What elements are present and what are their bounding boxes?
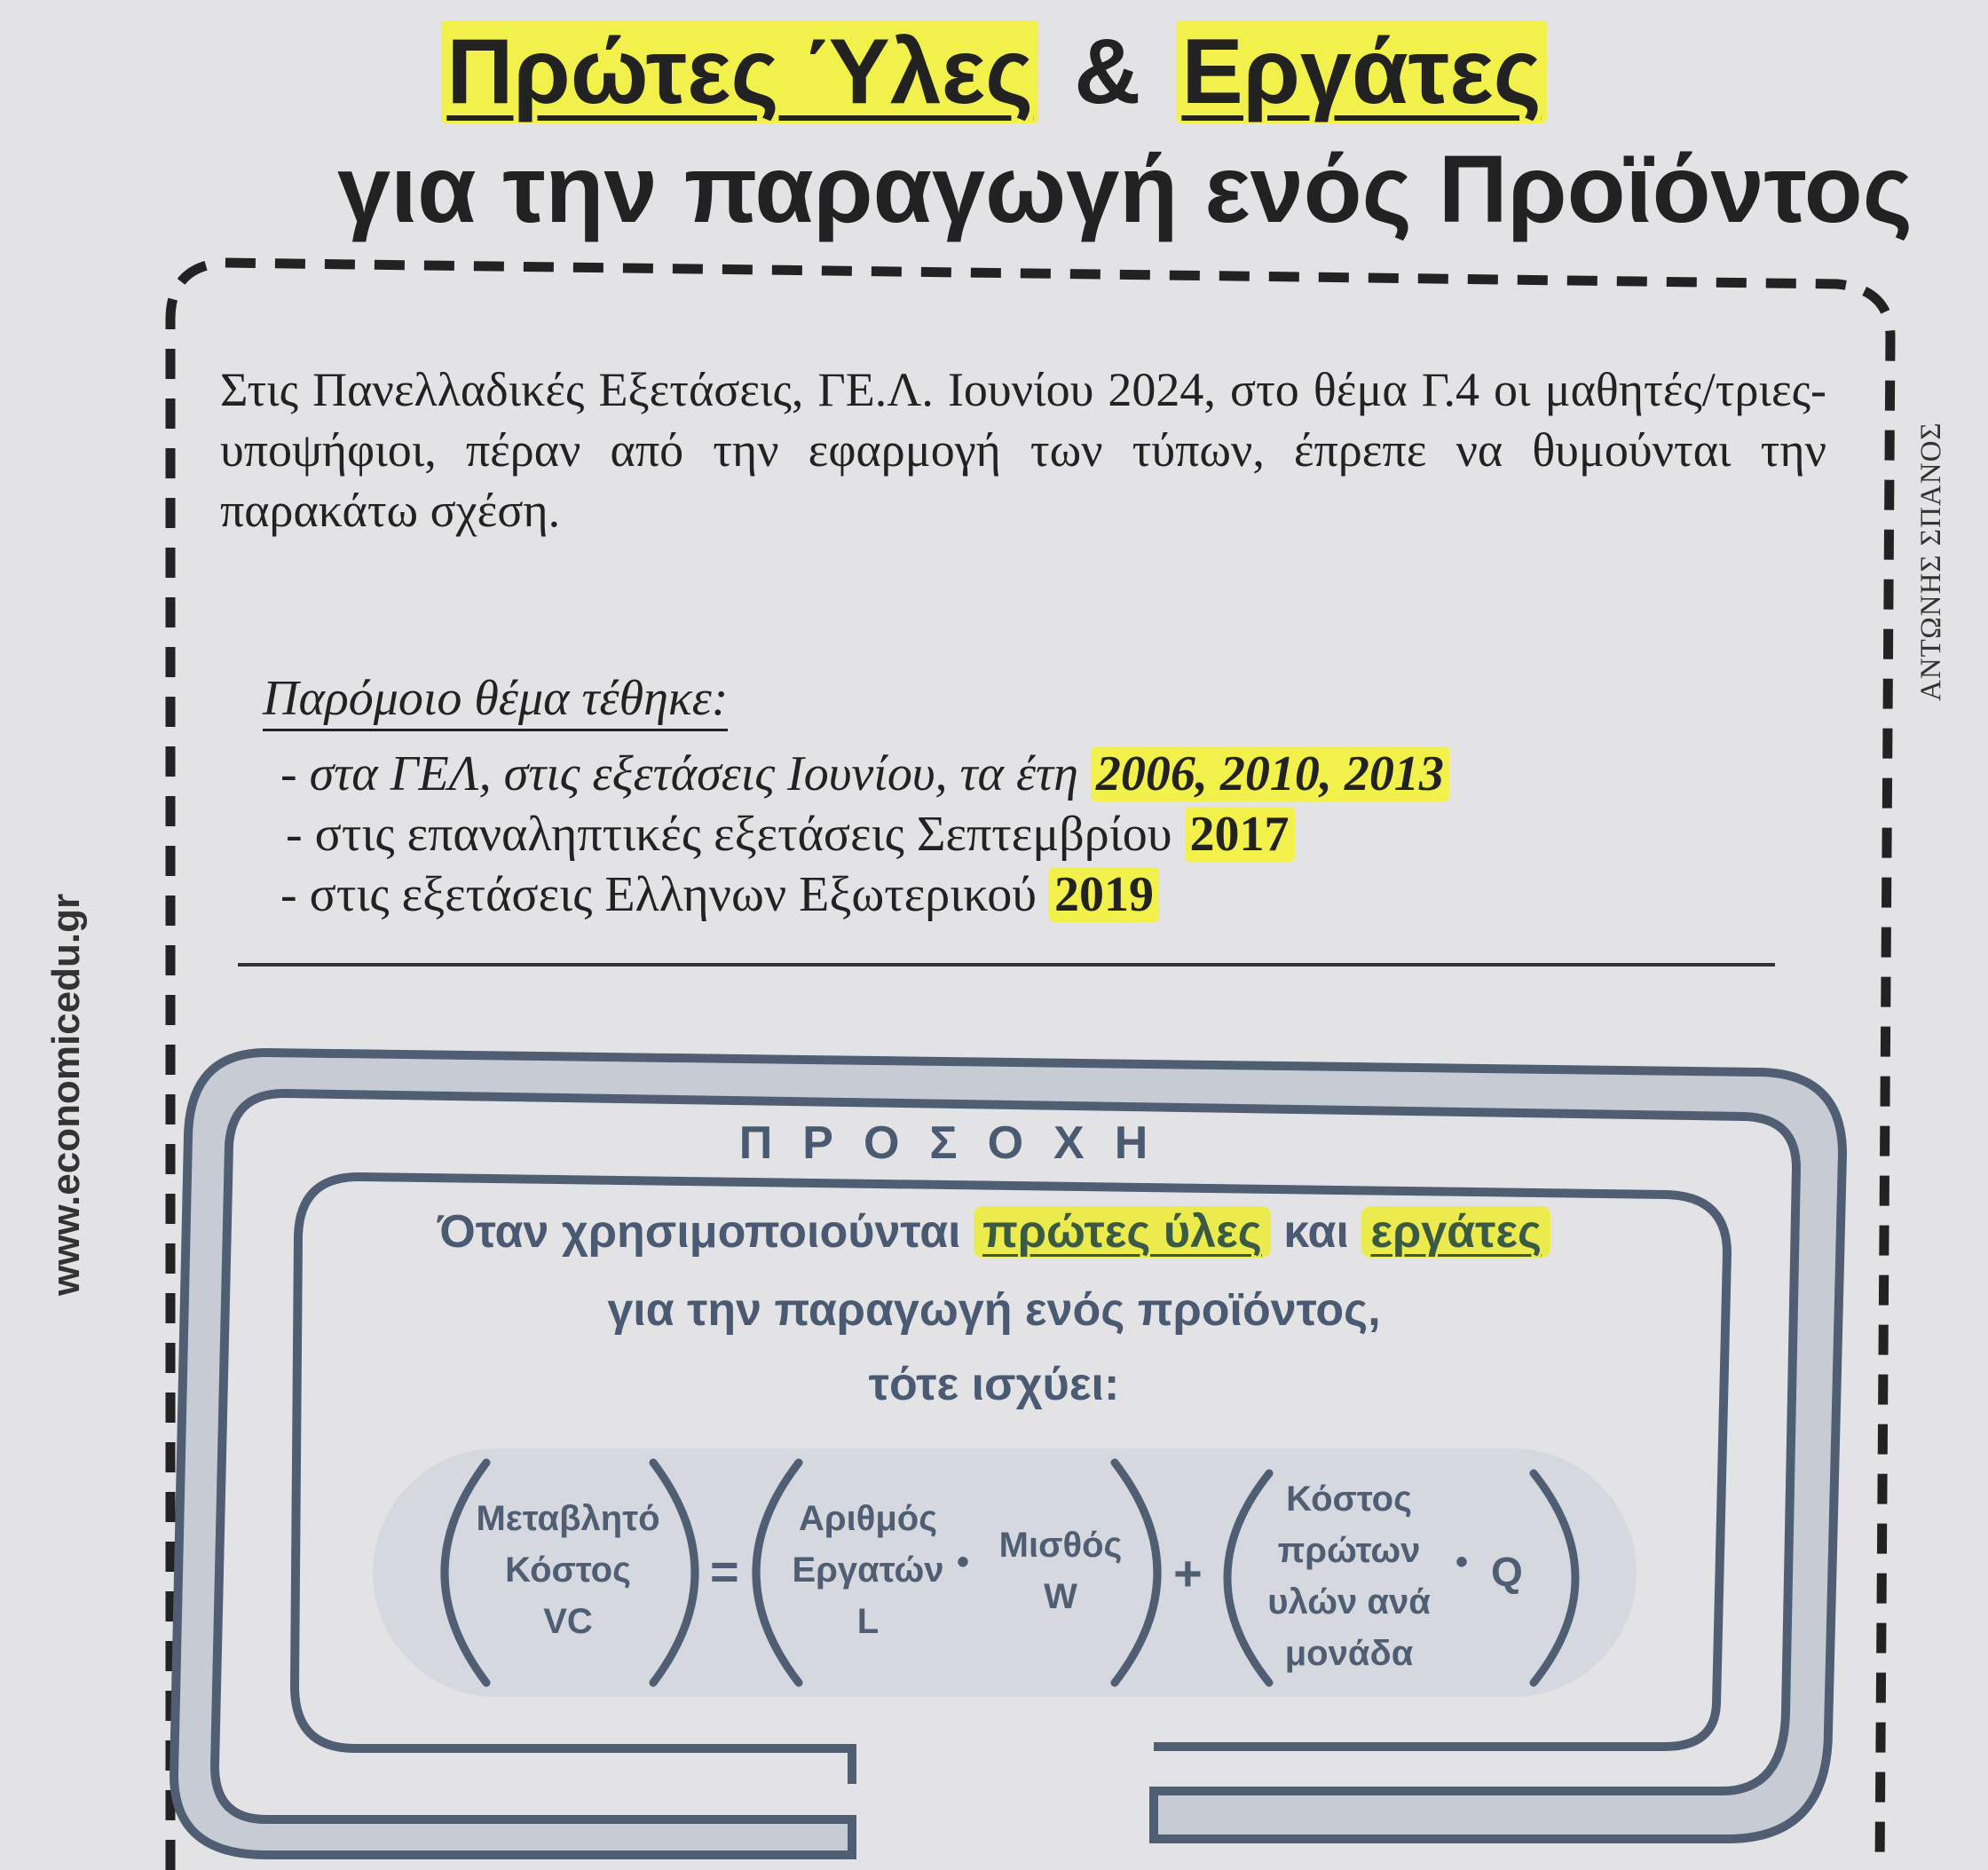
- formula-workers-line1: Αριθμός: [798, 1499, 938, 1538]
- formula-dot-2: •: [1456, 1543, 1469, 1582]
- similar-item-2-year: 2017: [1185, 807, 1295, 862]
- similar-item-1-text: - στα ΓΕΛ, στις εξετάσεις Ιουνίου, τα έτη: [280, 746, 1078, 801]
- similar-item-3-text: - στις εξετάσεις Ελληνων Εξωτερικού: [280, 867, 1037, 922]
- title-ampersand: &: [1074, 20, 1141, 123]
- formula-material-line2: πρώτων: [1277, 1531, 1421, 1570]
- formula-q: Q: [1491, 1549, 1523, 1595]
- formula-material-line3: υλών ανά: [1267, 1582, 1431, 1621]
- similar-item-3-year: 2019: [1049, 867, 1159, 922]
- formula-vc-line3: VC: [543, 1602, 593, 1641]
- intro-paragraph: Στις Πανελλαδικές Εξετάσεις, ΓΕ.Λ. Ιουνίου 2024, στο θέμα Γ.4 οι μαθητές/τριες- υποψήφιοι, πέραν από την εφαρμογή των τύπων, έπρεπε να θυμούνται την παρακάτω σχέση.: [220, 363, 1826, 537]
- attention-line-2: για την παραγωγή ενός προϊόντος,: [607, 1284, 1381, 1336]
- formula-workers-line3: L: [856, 1602, 880, 1641]
- formula-vc: [454, 1493, 682, 1647]
- formula-wage-line2: W: [1044, 1577, 1077, 1616]
- attention-raw-materials: πρώτες ύλες: [974, 1206, 1271, 1258]
- attention-title-text: ΠΡΟΣΟΧΗ: [738, 1117, 1179, 1169]
- formula-wage: [985, 1519, 1136, 1622]
- attention-workers: εργάτες: [1361, 1206, 1550, 1258]
- similar-heading: Παρόμοιο θέμα τέθηκε:: [263, 670, 728, 731]
- formula-material-line4: μονάδα: [1284, 1634, 1414, 1673]
- attention-line-1-and: και: [1283, 1206, 1349, 1258]
- title-line2: για την παραγωγή ενός Προϊόντος: [337, 135, 1913, 242]
- author-name: ΑΝΤΩΝΗΣ ΣΠΑΝΟΣ: [1915, 422, 1947, 701]
- formula-workers: [772, 1493, 964, 1647]
- bracket-material-right: [1534, 1473, 1575, 1683]
- similar-item-2-text: - στις επαναληπτικές εξετάσεις Σεπτεμβρίου: [286, 807, 1172, 862]
- formula-vc-line2: Κόστος: [505, 1550, 631, 1590]
- attention-line-3: τότε ισχύει:: [868, 1359, 1120, 1410]
- formula-plus: +: [1173, 1545, 1203, 1601]
- formula-vc-line1: Μεταβλητό: [476, 1499, 660, 1538]
- formula-dot-1: •: [957, 1543, 970, 1582]
- website-url: www.economicedu.gr: [44, 893, 88, 1296]
- formula-material-cost: [1251, 1473, 1447, 1679]
- formula-wage-line1: Μισθός: [998, 1526, 1123, 1565]
- similar-item-1-years: 2006, 2010, 2013: [1091, 746, 1449, 801]
- attention-line-1-pre: Όταν χρησιμοποιούνται: [437, 1206, 961, 1258]
- formula-material-line1: Κόστος: [1286, 1479, 1412, 1519]
- title-raw-materials: Πρώτες Ύλες: [441, 20, 1038, 123]
- formula-workers-line2: Εργατών: [792, 1550, 944, 1590]
- title-workers: Εργάτες: [1176, 20, 1546, 123]
- formula-equals: =: [710, 1543, 739, 1599]
